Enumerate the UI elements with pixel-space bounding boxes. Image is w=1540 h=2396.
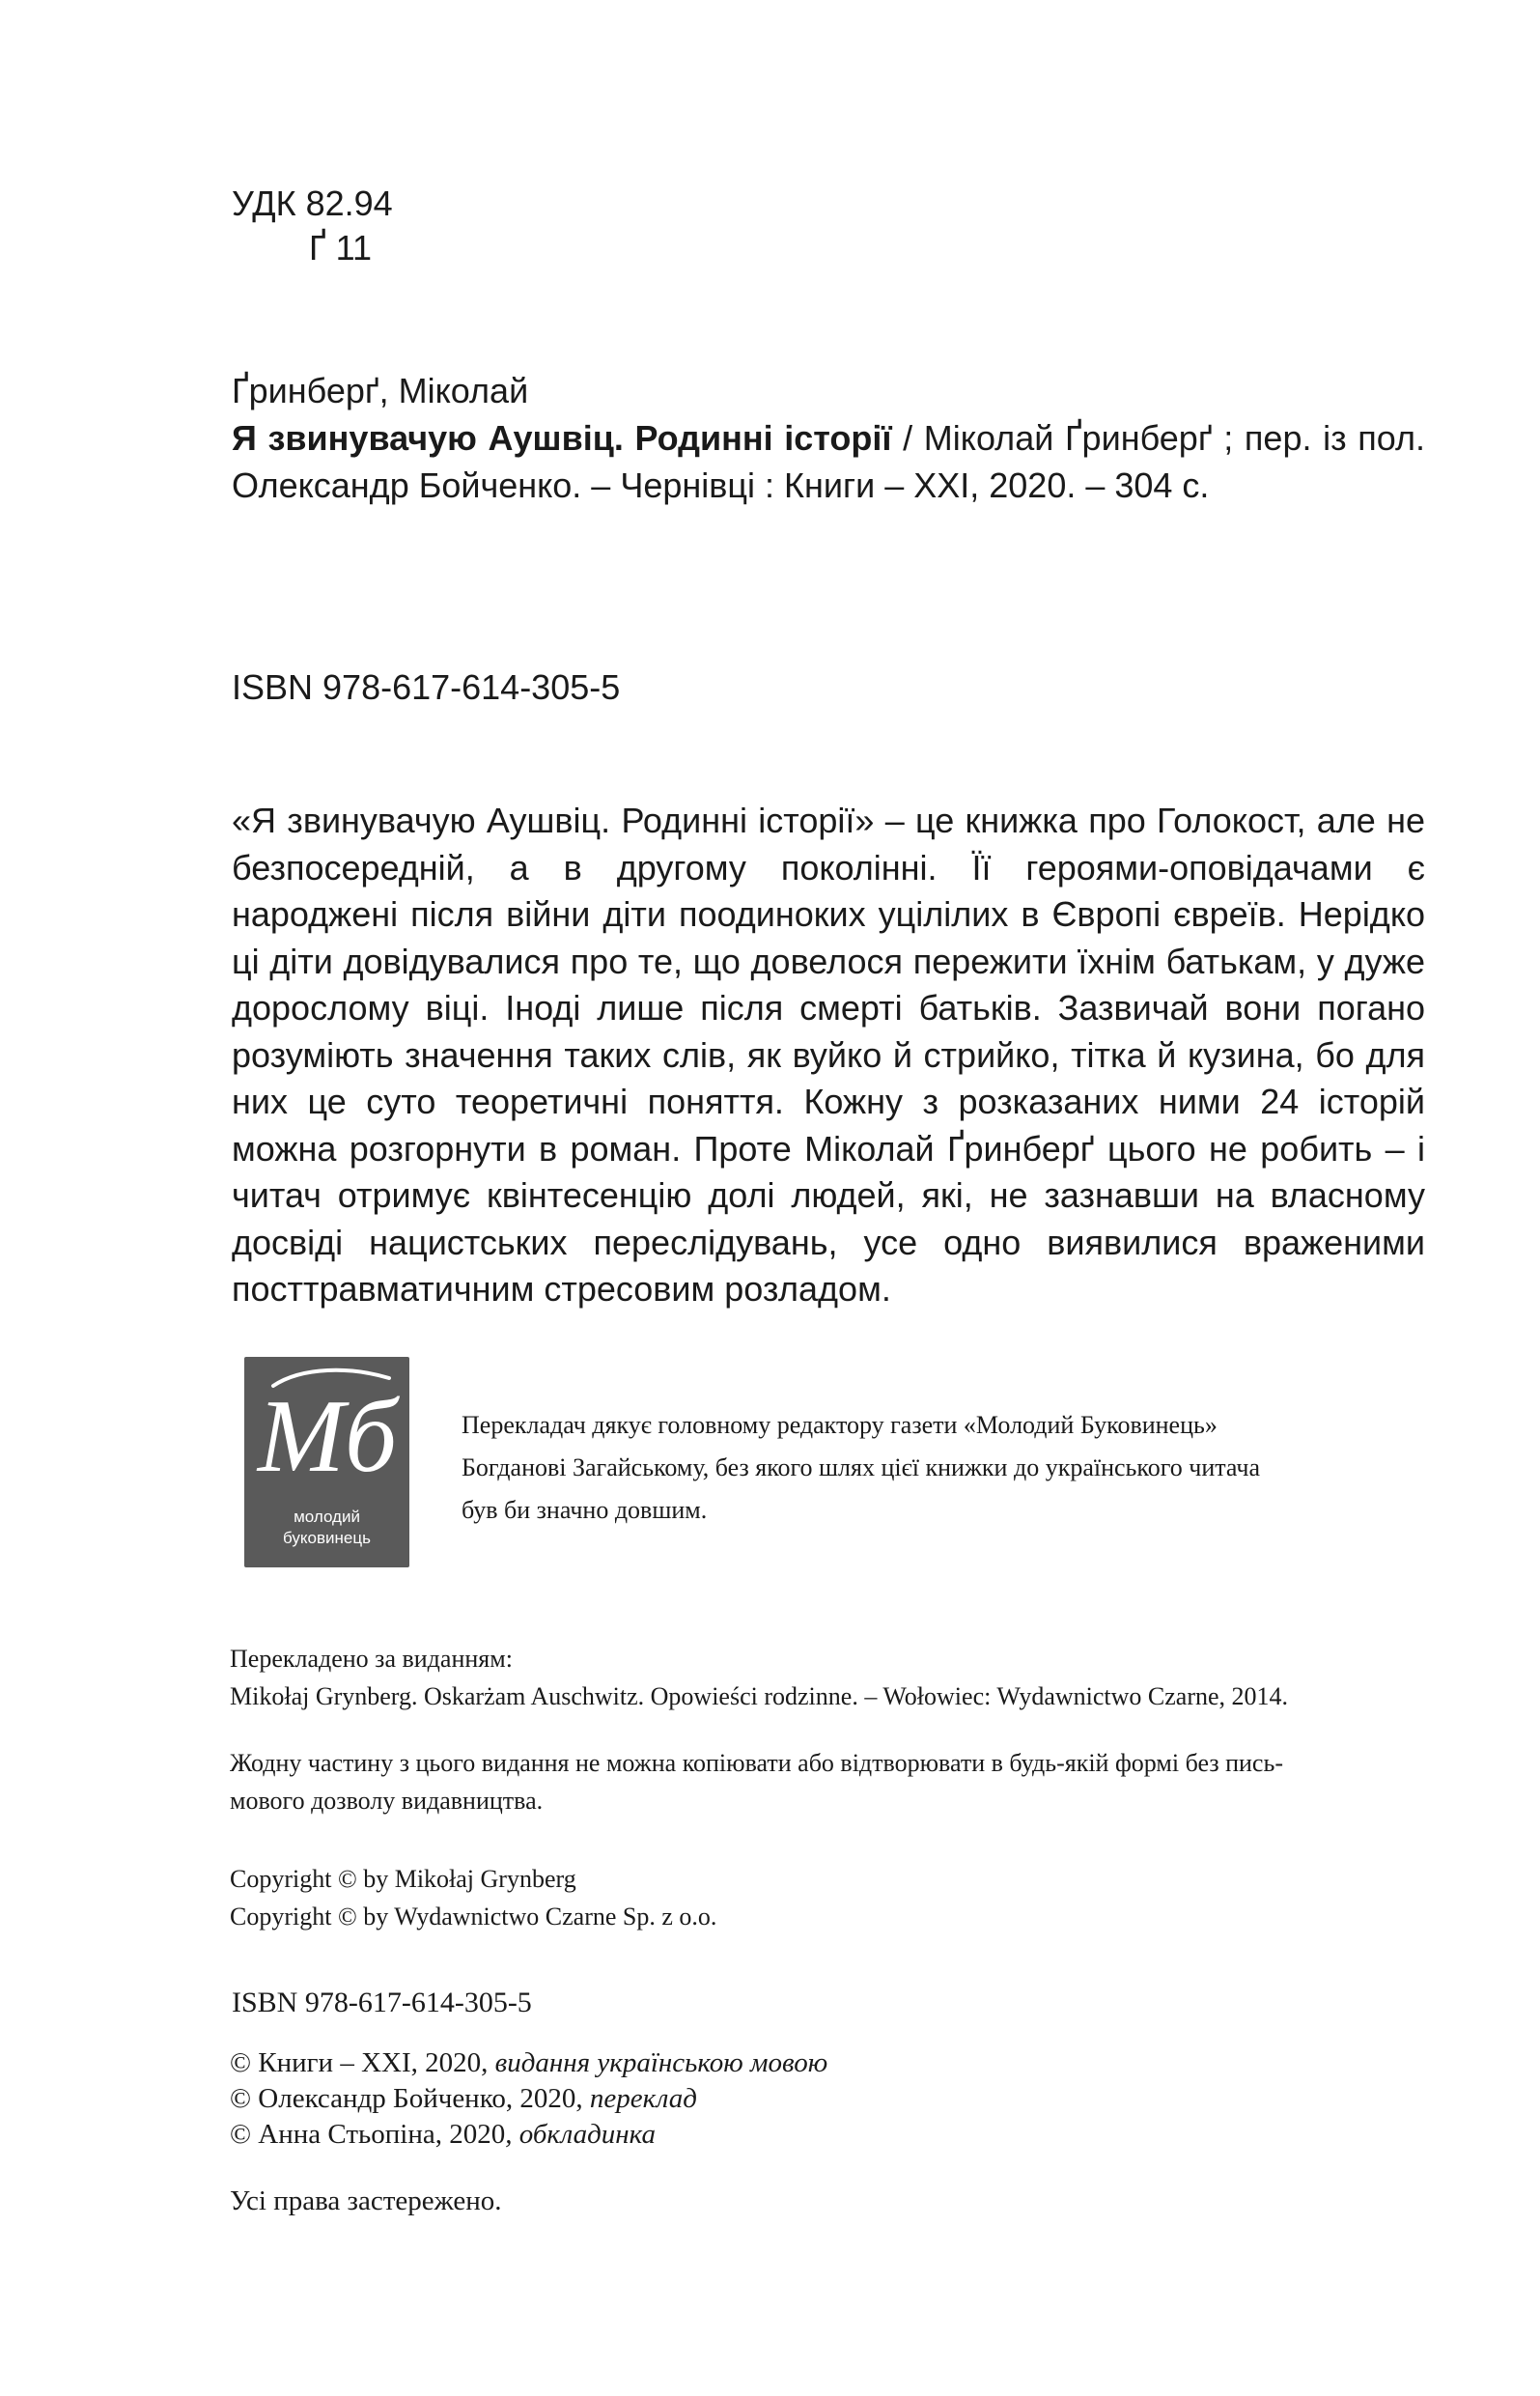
credit-line: © Олександр Бойченко, 2020, переклад [230, 2083, 697, 2114]
translator-thanks [462, 1404, 1427, 1532]
thanks-line-3: був би значно довшим. [462, 1496, 708, 1524]
author-name: Ґринберґ, Міколай [232, 371, 529, 410]
logo-monogram: Мб [257, 1379, 398, 1494]
udk-code: УДК 82.94 [232, 183, 393, 223]
isbn-top: ISBN 978-617-614-305-5 [232, 667, 621, 707]
copyright-line-1: Copyright © by Mikołaj Grynberg [230, 1865, 576, 1893]
annotation-text: «Я звинувачую Аушвіц. Родинні історії» – це книжка про Голокост, але не безпосередній, а в другому поколінні. Її героями-оповідачами є народжені після війни діти поодиноких уцілілих в Європі євреїв. Нерідко ці діти довідувалися про те, що довелося пережити їхнім батькам, у дуже дорослому віці. Іноді лише після смерті батьків. Зазвичай вони погано розуміють значення таких слів, як вуйко й стрийко, тітка й кузина, бо для них це суто теоретичні поняття. Кожну з розказаних ними 24 історій можна розгорнути в роман. Проте Міколай Ґринберґ цього не робить – і читач отримує квінтесенцію долі людей, які, не зазнавши на власному досвіді нацистських переслідувань, усе одно виявилися враженими посттравматичним стресовим розладом. [232, 801, 1425, 1309]
credit-line: © Книги – XXI, 2020, видання українською мовою [230, 2047, 828, 2078]
thanks-line-1: Перекладач дякує головному редактору газети «Молодий Буковинець» [462, 1411, 1218, 1439]
translated-from [230, 1640, 1427, 1715]
bibliographic-details: / Міколай Ґринберґ ; пер. із пол. Олександр Бойченко. – Чернівці : Книги – XXI, 2020. – 304 с. [232, 418, 1425, 505]
credits-block [230, 2045, 1427, 2153]
isbn-bottom: ISBN 978-617-614-305-5 [232, 1987, 532, 2018]
credit-line: © Анна Стьопіна, 2020, обкладинка [230, 2119, 656, 2150]
thanks-line-2: Богданові Загайському, без якого шлях цієї книжки до українського читача [462, 1453, 1261, 1481]
udk-classification [232, 182, 393, 270]
copyright-line-2: Copyright © by Wydawnictwo Czarne Sp. z o.o. [230, 1903, 717, 1931]
book-title: Я звинувачую Аушвіц. Родинні історії [232, 418, 892, 458]
rights-notice [230, 1744, 1427, 1819]
rights-notice-line-1: Жодну частину з цього видання не можна копіювати або відтворювати в будь-якій формі без пись- [230, 1749, 1283, 1777]
bibliographic-record [232, 367, 1425, 509]
translated-from-label: Перекладено за виданням: [230, 1645, 513, 1673]
rights-notice-line-2: мового дозволу видавництва. [230, 1787, 544, 1815]
annotation [232, 798, 1425, 1313]
author-mark: Ґ 11 [309, 228, 372, 268]
all-rights-reserved: Усі права застережено. [230, 2185, 502, 2216]
logo-line-2: буковинець [283, 1529, 371, 1547]
original-edition: Mikołaj Grynberg. Oskarżam Auschwitz. Opowieści rodzinne. – Wołowiec: Wydawnictwo Czarne, 2014. [230, 1682, 1289, 1710]
copyright-block [230, 1860, 1427, 1935]
monogram-logo-icon [244, 1357, 409, 1511]
logo-line-1: молодий [294, 1508, 360, 1526]
publisher-logo [244, 1357, 409, 1567]
